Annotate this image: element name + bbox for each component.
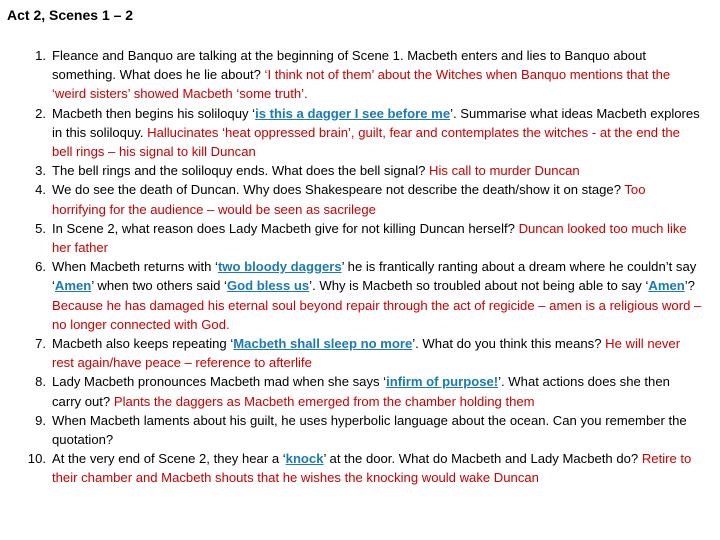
- question-number: 3.: [35, 163, 46, 179]
- question-text: ’. What actions does she then carry out?: [52, 374, 670, 409]
- question-list: [7, 46, 702, 488]
- question-body: [52, 180, 702, 218]
- question-text: In Scene 2, what reason does Lady Macbeth give for not killing Duncan herself?: [52, 220, 519, 236]
- answer-text: Hallucinates ‘heat oppressed brain’, guilt, fear and contemplates the witches - at the end the bell rings – his signal to kill Duncan: [52, 124, 680, 160]
- question-item: [7, 411, 702, 449]
- question-body: [52, 449, 702, 487]
- page-title: Act 2, Scenes 1 – 2: [7, 7, 134, 23]
- key-quote: Amen: [648, 278, 685, 294]
- question-body: [52, 104, 702, 162]
- question-item: [7, 219, 702, 257]
- question-body: [52, 334, 702, 372]
- question-number: 2.: [35, 105, 46, 121]
- question-number: 5.: [35, 220, 46, 236]
- question-text: Macbeth then begins his soliloquy ‘: [52, 105, 256, 121]
- answer-text: Plants the daggers as Macbeth emerged from the chamber holding them: [113, 393, 535, 409]
- question-text: ’ when two others said ‘: [91, 278, 227, 294]
- key-quote: God bless us: [226, 278, 310, 294]
- question-text: ’ he is frantically ranting about a dream where he couldn’t say ‘: [52, 259, 697, 294]
- key-quote: Macbeth shall sleep no more: [233, 336, 413, 352]
- question-number: 10.: [27, 451, 46, 467]
- question-text: When Macbeth laments about his guilt, he uses hyperbolic language about the ocean. Can you remember the quotation?: [52, 412, 687, 448]
- question-text: Fleance and Banquo are talking at the beginning of Scene 1. Macbeth enters and lies to Banquo about something. What does he lie about?: [52, 48, 647, 83]
- answer-text: ‘I think not of them’ about the Witches when Banquo mentions that the ‘weird sisters’ showed Macbeth ‘some truth’.: [52, 67, 671, 102]
- key-quote: infirm of purpose!: [386, 374, 499, 390]
- question-body: [52, 372, 702, 410]
- answer-text: Because he has damaged his eternal soul beyond repair through the act of regicide – amen is a religious word – no longer connected with God.: [52, 297, 702, 332]
- question-text: ’. What do you think this means?: [412, 336, 606, 352]
- question-body: [52, 46, 702, 104]
- answer-text: Too horrifying for the audience – would be seen as sacrilege: [52, 182, 646, 217]
- key-quote: Amen: [54, 278, 92, 294]
- question-item: [7, 449, 702, 487]
- question-body: [52, 257, 702, 334]
- question-item: [7, 372, 702, 410]
- question-text: ’?: [684, 278, 695, 294]
- answer-text: His call to murder Duncan: [429, 163, 580, 179]
- question-text: ’. Why is Macbeth so troubled about not being able to say ‘: [309, 278, 649, 294]
- question-item: [7, 180, 702, 218]
- question-text: When Macbeth returns with ‘: [52, 259, 218, 275]
- question-text: The bell rings and the soliloquy ends. What does the bell signal?: [52, 163, 430, 179]
- question-number: 9.: [35, 412, 46, 428]
- question-number: 6.: [35, 259, 46, 275]
- answer-text: He will never rest again/have peace – reference to afterlife: [52, 336, 681, 371]
- question-item: [7, 334, 702, 372]
- question-number: 1.: [35, 48, 46, 63]
- question-text: ’. Summarise what ideas Macbeth explores in this soliloquy.: [52, 105, 700, 140]
- answer-text: Retire to their chamber and Macbeth shouts that he wishes the knocking would wake Duncan: [52, 451, 692, 486]
- question-body: [52, 219, 702, 257]
- question-item: [7, 257, 702, 334]
- key-quote: two bloody daggers: [217, 259, 342, 275]
- answer-text: Duncan looked too much like her father: [52, 220, 687, 256]
- question-text: We do see the death of Duncan. Why does Shakespeare not describe the death/show it on stage?: [52, 182, 625, 198]
- question-body: [52, 161, 702, 180]
- question-number: 7.: [35, 336, 46, 352]
- question-text: At the very end of Scene 2, they hear a ‘: [52, 451, 286, 467]
- question-text: Lady Macbeth pronounces Macbeth mad when she says ‘: [52, 374, 387, 390]
- question-item: [7, 46, 702, 104]
- question-text: ’ at the door. What do Macbeth and Lady Macbeth do?: [323, 451, 642, 467]
- key-quote: is this a dagger I see before me: [255, 105, 451, 121]
- question-number: 8.: [35, 374, 46, 390]
- question-body: [52, 411, 702, 449]
- key-quote: knock: [285, 451, 324, 467]
- question-item: [7, 161, 702, 180]
- question-text: Macbeth also keeps repeating ‘: [52, 336, 234, 352]
- question-item: [7, 104, 702, 162]
- question-number: 4.: [35, 182, 46, 198]
